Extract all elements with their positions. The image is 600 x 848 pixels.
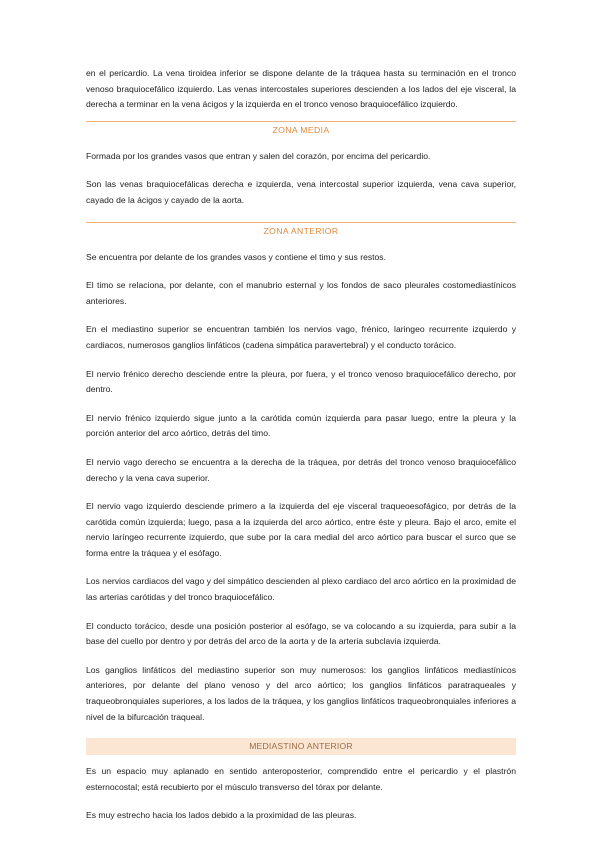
zona-anterior-paragraph: El nervio frénico izquierdo sigue junto a la carótida común izquierda para pasar luego, entre la pleura y la porción anterior del arco aórtico, detrás del timo. (86, 412, 516, 439)
section-title-mediastino-anterior: MEDIASTINO ANTERIOR (86, 738, 516, 755)
zona-media-paragraph-2: Son las venas braquiocefálicas derecha e izquierda, vena intercostal superior izquierda, vena cava superior, cayado de la ácigos y cayado de la aorta. (86, 179, 516, 205)
zona-anterior-paragraph: El timo se relaciona, por delante, con el manubrio esternal y los fondos de saco pleurales costomediastínicos anteriores. (86, 280, 516, 306)
page-content (86, 66, 516, 837)
zona-anterior-paragraph: Se encuentra por delante de los grandes vasos y contiene el timo y sus restos. (86, 251, 386, 262)
zona-anterior-paragraph: El nervio vago izquierdo desciende primero a la izquierda del eje visceral traqueoesofágico, por detrás de la carótida común izquierda; luego, pasa a la izquierda del arco aórtico, entre éste y pleura. Bajo el arco, emite el nervio laríngeo recurrente izquierdo, que sube por la cara medial del arco aórtico para buscar el surco que se forma entre la tráquea y el esófago. (86, 501, 516, 558)
section-title-zona-media: ZONA MEDIA (86, 121, 516, 140)
zona-anterior-paragraph: Los ganglios linfáticos del mediastino superior son muy numerosos: los ganglios linfáticos mediastínicos anteriores, por delante del plano venoso y del arco aórtico; los ganglios linfáticos paratraqueales y traqueobronquiales superiores, a los lados de la tráquea, y los ganglios linfáticos traqueobronquiales inferiores a nivel de la bifurcación traqueal. (86, 664, 516, 722)
zona-anterior-paragraph: El nervio frénico derecho desciende entre la pleura, por fuera, y el tronco venoso braquiocefálico derecho, por dentro. (86, 368, 516, 395)
mediastino-anterior-paragraph-2: Es muy estrecho hacia los lados debido a la proximidad de las pleuras. (86, 810, 357, 821)
section-title-zona-anterior: ZONA ANTERIOR (86, 222, 516, 241)
intro-paragraph: en el pericardio. La vena tiroidea inferior se dispone delante de la tráquea hasta su terminación en el tronco venoso braquiocefálico izquierdo. Las venas intercostales superiores descienden a los lados del eje visceral, la derecha a terminar en la vena ácigos y la izquierda en el tronco venoso braquiocefálico izquierdo. (86, 68, 516, 110)
zona-media-paragraph-1: Formada por los grandes vasos que entran y salen del corazón, por encima del pericardio. (86, 150, 431, 161)
zona-anterior-paragraph: El nervio vago derecho se encuentra a la derecha de la tráquea, por detrás del tronco venoso braquiocefálico derecho y la vena cava superior. (86, 456, 516, 483)
zona-anterior-paragraph: En el mediastino superior se encuentran también los nervios vago, frénico, laringeo recurrente izquierdo y cardiacos, numerosos ganglios linfáticos (cadena simpática paravertebral) y el conducto torácico. (86, 324, 516, 350)
mediastino-anterior-paragraph-1: Es un espacio muy aplanado en sentido anteroposterior, comprendido entre el pericardio y el plastrón esternocostal; está recubierto por el músculo transverso del tórax por delante. (86, 766, 516, 792)
zona-anterior-paragraph: Los nervios cardiacos del vago y del simpático descienden al plexo cardiaco del arco aórtico en la proximidad de las arterias carótidas y del tronco braquiocefálico. (86, 576, 516, 603)
zona-anterior-paragraph: El conducto torácico, desde una posición posterior al esófago, se va colocando a su izquierda, para subir a la base del cuello por dentro y por detrás del arco de la aorta y de la arteria subclavia izquierda. (86, 620, 516, 647)
